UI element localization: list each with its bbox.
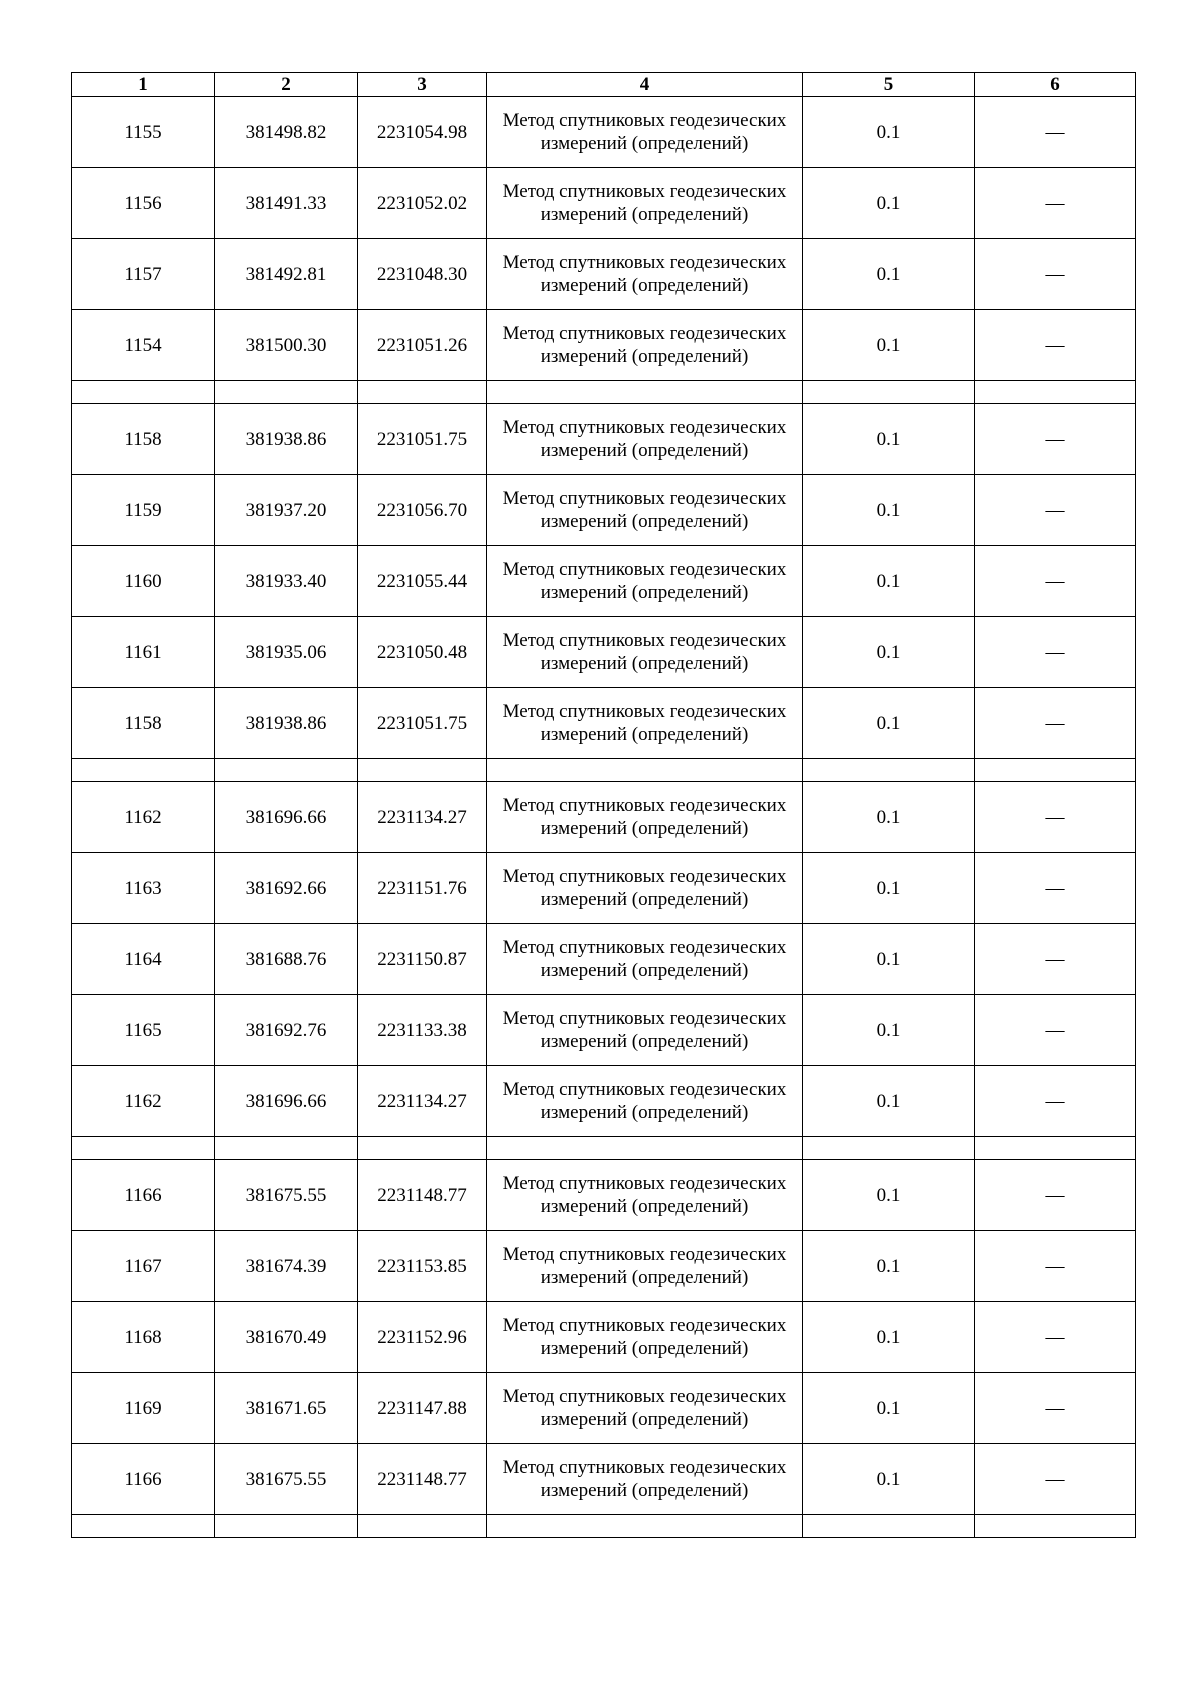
coordinate-y-cell: 2231133.38	[358, 995, 487, 1066]
coordinate-x-cell: 381670.49	[215, 1302, 358, 1373]
coordinate-x-cell: 381938.86	[215, 688, 358, 759]
coordinate-y-cell: 2231051.75	[358, 688, 487, 759]
accuracy-cell: 0.1	[803, 1160, 975, 1231]
accuracy-cell: 0.1	[803, 1066, 975, 1137]
method-cell: Метод спутниковых геодезических измерений (определений)	[487, 1231, 803, 1302]
accuracy-cell: 0.1	[803, 310, 975, 381]
table-row	[72, 924, 1136, 995]
table-row	[72, 1302, 1136, 1373]
point-number-cell: 1166	[72, 1444, 215, 1515]
coordinate-x-cell: 381696.66	[215, 1066, 358, 1137]
coordinates-table	[71, 72, 1136, 1538]
coordinate-y-cell: 2231056.70	[358, 475, 487, 546]
coordinate-y-cell: 2231153.85	[358, 1231, 487, 1302]
coordinate-x-cell: 381675.55	[215, 1160, 358, 1231]
description-cell: —	[975, 1444, 1136, 1515]
header-col-1: 1	[72, 73, 215, 97]
description-cell: —	[975, 1066, 1136, 1137]
empty-cell	[975, 1137, 1136, 1160]
coordinate-y-cell: 2231152.96	[358, 1302, 487, 1373]
accuracy-cell: 0.1	[803, 239, 975, 310]
point-number-cell: 1157	[72, 239, 215, 310]
point-number-cell: 1169	[72, 1373, 215, 1444]
coordinate-y-cell: 2231055.44	[358, 546, 487, 617]
coordinate-x-cell: 381498.82	[215, 97, 358, 168]
empty-cell	[975, 759, 1136, 782]
accuracy-cell: 0.1	[803, 404, 975, 475]
method-cell: Метод спутниковых геодезических измерений (определений)	[487, 97, 803, 168]
method-cell: Метод спутниковых геодезических измерений (определений)	[487, 617, 803, 688]
coordinate-x-cell: 381692.76	[215, 995, 358, 1066]
coordinate-y-cell: 2231134.27	[358, 1066, 487, 1137]
header-row	[72, 73, 1136, 97]
table-body	[72, 97, 1136, 1538]
point-number-cell: 1159	[72, 475, 215, 546]
method-cell: Метод спутниковых геодезических измерений (определений)	[487, 310, 803, 381]
coordinate-y-cell: 2231054.98	[358, 97, 487, 168]
table-row	[72, 239, 1136, 310]
coordinate-y-cell: 2231051.75	[358, 404, 487, 475]
description-cell: —	[975, 546, 1136, 617]
method-cell: Метод спутниковых геодезических измерений (определений)	[487, 1066, 803, 1137]
description-cell: —	[975, 168, 1136, 239]
empty-cell	[975, 1515, 1136, 1538]
point-number-cell: 1155	[72, 97, 215, 168]
header-col-3: 3	[358, 73, 487, 97]
coordinate-y-cell: 2231148.77	[358, 1160, 487, 1231]
description-cell: —	[975, 688, 1136, 759]
empty-separator-row	[72, 1515, 1136, 1538]
empty-cell	[358, 1515, 487, 1538]
table-row	[72, 310, 1136, 381]
method-cell: Метод спутниковых геодезических измерений (определений)	[487, 1302, 803, 1373]
point-number-cell: 1162	[72, 782, 215, 853]
empty-cell	[215, 759, 358, 782]
coordinate-x-cell: 381492.81	[215, 239, 358, 310]
description-cell: —	[975, 782, 1136, 853]
method-cell: Метод спутниковых геодезических измерений (определений)	[487, 1373, 803, 1444]
point-number-cell: 1160	[72, 546, 215, 617]
empty-cell	[72, 759, 215, 782]
method-cell: Метод спутниковых геодезических измерений (определений)	[487, 475, 803, 546]
coordinate-y-cell: 2231148.77	[358, 1444, 487, 1515]
coordinate-y-cell: 2231048.30	[358, 239, 487, 310]
coordinate-x-cell: 381692.66	[215, 853, 358, 924]
point-number-cell: 1158	[72, 404, 215, 475]
empty-cell	[487, 759, 803, 782]
description-cell: —	[975, 310, 1136, 381]
coordinate-x-cell: 381688.76	[215, 924, 358, 995]
empty-cell	[487, 1137, 803, 1160]
description-cell: —	[975, 924, 1136, 995]
method-cell: Метод спутниковых геодезических измерений (определений)	[487, 168, 803, 239]
empty-cell	[975, 381, 1136, 404]
method-cell: Метод спутниковых геодезических измерений (определений)	[487, 688, 803, 759]
accuracy-cell: 0.1	[803, 475, 975, 546]
method-cell: Метод спутниковых геодезических измерений (определений)	[487, 782, 803, 853]
coordinate-y-cell: 2231050.48	[358, 617, 487, 688]
accuracy-cell: 0.1	[803, 782, 975, 853]
empty-cell	[215, 1515, 358, 1538]
coordinate-y-cell: 2231147.88	[358, 1373, 487, 1444]
accuracy-cell: 0.1	[803, 1373, 975, 1444]
table-row	[72, 168, 1136, 239]
point-number-cell: 1163	[72, 853, 215, 924]
coordinate-x-cell: 381937.20	[215, 475, 358, 546]
table-row	[72, 546, 1136, 617]
table-row	[72, 1160, 1136, 1231]
empty-cell	[803, 1515, 975, 1538]
method-cell: Метод спутниковых геодезических измерений (определений)	[487, 1160, 803, 1231]
point-number-cell: 1158	[72, 688, 215, 759]
coordinate-x-cell: 381938.86	[215, 404, 358, 475]
table-row	[72, 475, 1136, 546]
description-cell: —	[975, 404, 1136, 475]
accuracy-cell: 0.1	[803, 924, 975, 995]
point-number-cell: 1164	[72, 924, 215, 995]
empty-cell	[72, 1137, 215, 1160]
method-cell: Метод спутниковых геодезических измерений (определений)	[487, 995, 803, 1066]
table-row	[72, 1066, 1136, 1137]
method-cell: Метод спутниковых геодезических измерений (определений)	[487, 853, 803, 924]
coordinate-x-cell: 381491.33	[215, 168, 358, 239]
point-number-cell: 1156	[72, 168, 215, 239]
accuracy-cell: 0.1	[803, 688, 975, 759]
accuracy-cell: 0.1	[803, 1231, 975, 1302]
coordinate-y-cell: 2231150.87	[358, 924, 487, 995]
table-row	[72, 995, 1136, 1066]
accuracy-cell: 0.1	[803, 168, 975, 239]
header-col-6: 6	[975, 73, 1136, 97]
table-row	[72, 782, 1136, 853]
header-col-5: 5	[803, 73, 975, 97]
empty-cell	[358, 1137, 487, 1160]
point-number-cell: 1154	[72, 310, 215, 381]
method-cell: Метод спутниковых геодезических измерений (определений)	[487, 404, 803, 475]
header-col-2: 2	[215, 73, 358, 97]
point-number-cell: 1166	[72, 1160, 215, 1231]
empty-cell	[803, 759, 975, 782]
empty-cell	[358, 381, 487, 404]
accuracy-cell: 0.1	[803, 546, 975, 617]
table-row	[72, 853, 1136, 924]
description-cell: —	[975, 617, 1136, 688]
description-cell: —	[975, 1302, 1136, 1373]
point-number-cell: 1168	[72, 1302, 215, 1373]
point-number-cell: 1161	[72, 617, 215, 688]
method-cell: Метод спутниковых геодезических измерений (определений)	[487, 924, 803, 995]
empty-cell	[487, 1515, 803, 1538]
coordinate-x-cell: 381674.39	[215, 1231, 358, 1302]
method-cell: Метод спутниковых геодезических измерений (определений)	[487, 1444, 803, 1515]
coordinate-y-cell: 2231052.02	[358, 168, 487, 239]
table-row	[72, 617, 1136, 688]
empty-separator-row	[72, 1137, 1136, 1160]
coordinate-y-cell: 2231134.27	[358, 782, 487, 853]
method-cell: Метод спутниковых геодезических измерений (определений)	[487, 546, 803, 617]
accuracy-cell: 0.1	[803, 1444, 975, 1515]
empty-cell	[803, 381, 975, 404]
empty-cell	[358, 759, 487, 782]
empty-cell	[72, 381, 215, 404]
empty-cell	[487, 381, 803, 404]
point-number-cell: 1165	[72, 995, 215, 1066]
point-number-cell: 1162	[72, 1066, 215, 1137]
empty-cell	[803, 1137, 975, 1160]
table-row	[72, 688, 1136, 759]
coordinate-x-cell: 381675.55	[215, 1444, 358, 1515]
table-row	[72, 1231, 1136, 1302]
accuracy-cell: 0.1	[803, 97, 975, 168]
empty-cell	[215, 381, 358, 404]
coordinate-y-cell: 2231051.26	[358, 310, 487, 381]
empty-separator-row	[72, 381, 1136, 404]
accuracy-cell: 0.1	[803, 995, 975, 1066]
method-cell: Метод спутниковых геодезических измерений (определений)	[487, 239, 803, 310]
header-col-4: 4	[487, 73, 803, 97]
table-row	[72, 404, 1136, 475]
description-cell: —	[975, 475, 1136, 546]
coordinate-x-cell: 381500.30	[215, 310, 358, 381]
table-row	[72, 1444, 1136, 1515]
accuracy-cell: 0.1	[803, 617, 975, 688]
coordinate-x-cell: 381696.66	[215, 782, 358, 853]
accuracy-cell: 0.1	[803, 1302, 975, 1373]
coordinate-x-cell: 381671.65	[215, 1373, 358, 1444]
description-cell: —	[975, 1373, 1136, 1444]
table-row	[72, 97, 1136, 168]
empty-separator-row	[72, 759, 1136, 782]
description-cell: —	[975, 239, 1136, 310]
coordinate-y-cell: 2231151.76	[358, 853, 487, 924]
coordinate-x-cell: 381935.06	[215, 617, 358, 688]
description-cell: —	[975, 97, 1136, 168]
description-cell: —	[975, 995, 1136, 1066]
empty-cell	[215, 1137, 358, 1160]
description-cell: —	[975, 1160, 1136, 1231]
accuracy-cell: 0.1	[803, 853, 975, 924]
description-cell: —	[975, 853, 1136, 924]
point-number-cell: 1167	[72, 1231, 215, 1302]
empty-cell	[72, 1515, 215, 1538]
table-row	[72, 1373, 1136, 1444]
description-cell: —	[975, 1231, 1136, 1302]
coordinate-x-cell: 381933.40	[215, 546, 358, 617]
